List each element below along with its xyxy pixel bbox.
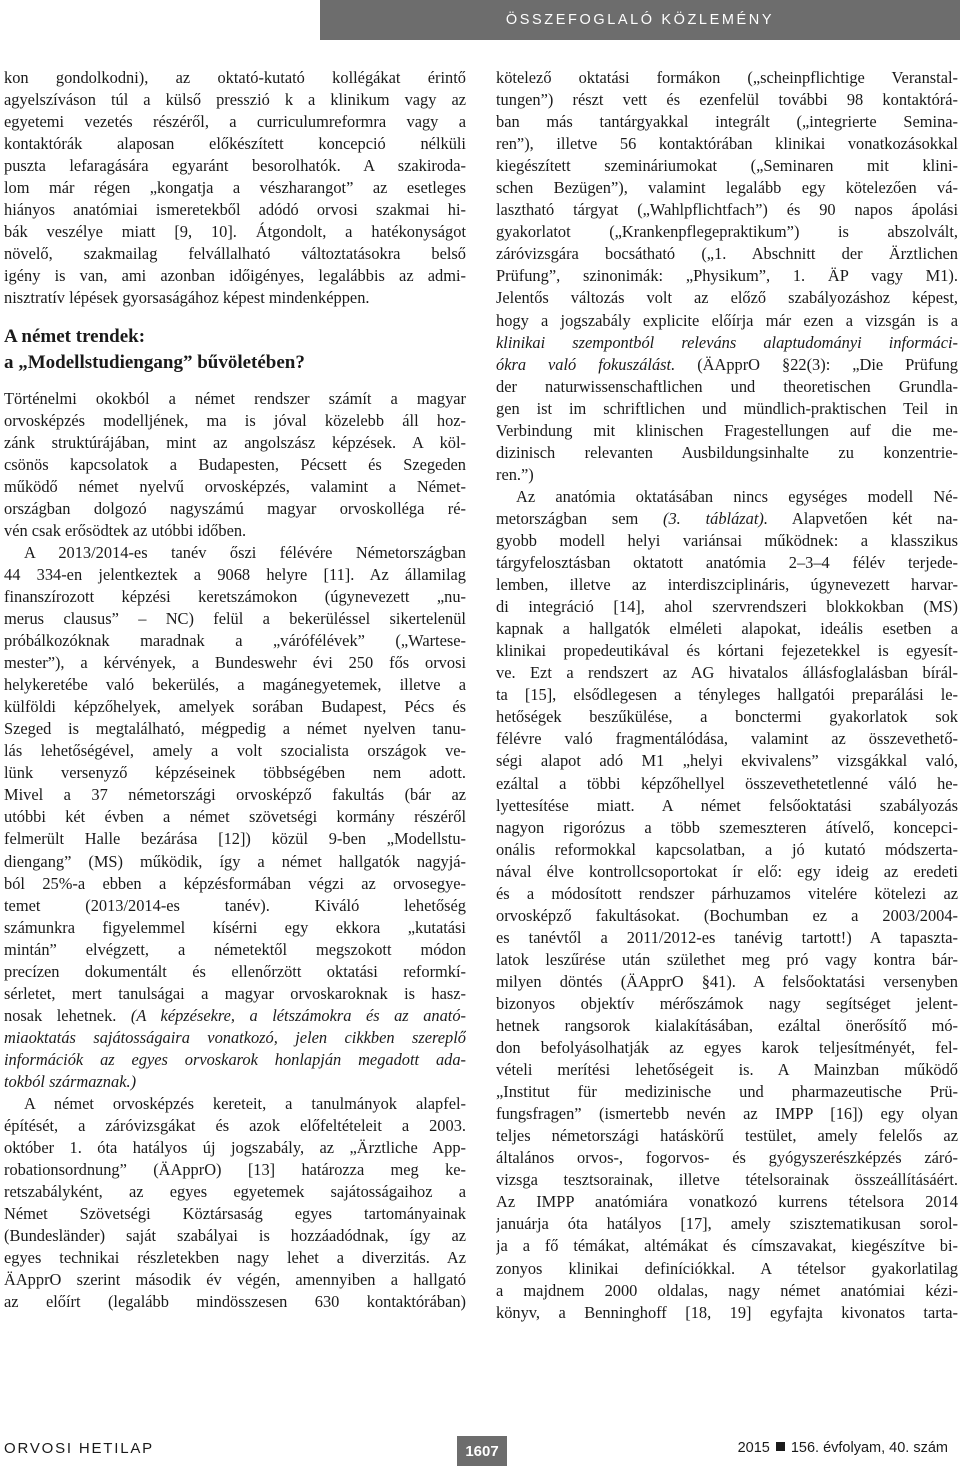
text-line: csönös kapcsolatok a Budapesten, Pécsett és Szegeden — [4, 454, 466, 474]
square-bullet-icon — [776, 1442, 785, 1451]
text-line: felmerült Halle bezárása [12]) közül 9-ben „Modellstu- — [4, 829, 466, 849]
text-line: egyetemi vezetés részéről, a curriculumreformra vagy a — [4, 112, 466, 132]
text-line: általános orvos-, fogorvos- és gyógyszerészképzés záró- — [496, 1148, 958, 1168]
journal-name: ORVOSI HETILAP — [4, 1440, 154, 1457]
text-line: gyakorlatot („Krankenpflegepraktikum”) is abszolvált, — [496, 222, 958, 242]
text-line: bák veszélye miatt [9, 10]. Átgondolt, a hatékonyságot — [4, 222, 466, 242]
text-line: (Bundesländer) saját szabályai is hozzáadódnak, így az — [4, 1226, 466, 1246]
text-segment: Alapvetően két na- — [767, 508, 958, 528]
italic-text: ókra való fokuszálást. — [496, 354, 676, 374]
text-line: ezáltal a többi képzőhellyel összevethetetlenné váló he- — [496, 773, 958, 793]
text-line: nával élve kontrollcsoportokat ír elő: egy ideig az eredeti — [496, 861, 958, 881]
text-line: lasztható tárgyat („Wahlpflichtfach”) és 90 napos ápolási — [496, 200, 958, 220]
text-line: „Institut für medizinische und pharmazeutische Prü- — [496, 1082, 958, 1102]
italic-text-line: klinikai szempontból releváns alaptudományi informáci- — [496, 332, 958, 352]
text-line: orvosképzés modelljének, ma is jóval közelebb áll hoz- — [4, 410, 466, 430]
right-column — [496, 67, 958, 1324]
text-line: mintán” elvégzett, a németektől megszokott módon — [4, 939, 466, 959]
text-line: tungen”) részt vett és ezenfelül további 98 kontaktórá- — [496, 90, 958, 110]
page-number: 1607 — [457, 1436, 507, 1466]
text-line: lünk versenyző képzéseinek többségében nem adott. — [4, 763, 466, 783]
text-line: külföldi képzőhelyek, amelyek sorában Budapest, Pécs és — [4, 697, 466, 717]
text-line: építését, a záróvizsgákat és azok előfeltételeit a 2003. — [4, 1116, 466, 1136]
text-line: lom már régen „kongatja a vészharangot” az esetleges — [4, 178, 466, 198]
text-line: don befolyásolhatják az egyes karok teljesítményét, fel- — [496, 1038, 958, 1058]
text-line: Mivel a 37 németországi orvosképző fakultás (bár az — [4, 785, 466, 805]
issue-volume: 156. évfolyam, 40. szám — [790, 1440, 948, 1456]
text-line: tárgyfelosztásban oktatott anatómia 2–3–4 félév terjede- — [496, 553, 958, 573]
text-line: onális reformokkal kapcsolatban, a jó kutató módszerta- — [496, 839, 958, 859]
text-line: a majdnem 2000 oldalas, nagy német anatómiai kézi- — [496, 1280, 958, 1300]
text-line: ségi alapot adó M1 „helyi ekvivalens” vizsgákkal való, — [496, 751, 958, 771]
text-line: nisztratív lépések gyorsaságához képest mindenképpen. — [4, 288, 370, 308]
text-line: hetőségek beszűkülése, a bonctermi gyakorlatok sok — [496, 707, 958, 727]
text-line: záróvizsgára bocsátható („1. Abschnitt der Ärztlichen — [496, 244, 958, 264]
text-line: vizsga tesztsorainak, illetve tételsorainak összeállításáért. — [496, 1170, 958, 1190]
text-line: Jelentős változás volt az előző szabályozáshoz képest, — [496, 288, 958, 308]
text-line: nagyon rigorózus a több szemeszteren átívelő, koncepci- — [496, 817, 958, 837]
issue-year: 2015 — [737, 1440, 770, 1456]
text-line: utóbbi két évben a német szövetségi kormány részéről — [4, 807, 466, 827]
spacer — [4, 376, 466, 388]
text-line: lyettesítése miatt. A német felsőoktatási szabályozás — [496, 795, 958, 815]
section-heading: A német trendek: — [4, 325, 146, 347]
text-line: kontaktórák alaposan előkészített koncepció nélküli — [4, 134, 466, 154]
text-line: Német Szövetségi Köztársaság egyes tartományainak — [4, 1204, 466, 1224]
text-line: működő német nyelvű orvosképzés, valamint a Német- — [4, 476, 466, 496]
italic-text-line: információk az egyes orvoskarok honlapján megadott ada- — [4, 1049, 466, 1069]
text-line — [496, 354, 958, 376]
text-line: kiegészített szemináriumokat („Seminaren mit klini- — [496, 156, 958, 176]
text-line: klinikai propedeutikával és kórtani fejezetekkel is egyesít- — [496, 641, 958, 661]
section-heading: a „Modellstudiengang” bűvöletében? — [4, 351, 305, 373]
text-line: retszabályként, az egyes egyetemek sajátosságaihoz a — [4, 1182, 466, 1202]
text-segment: nosak lehetnek. — [4, 1005, 131, 1025]
text-line: ren.”) — [496, 464, 534, 484]
text-line: zánk struktúrájában, mint az angolszász képzések. A köl- — [4, 432, 466, 452]
text-line: mester”), a kérvények, a Bundeswehr évi 250 fős orvosi — [4, 653, 466, 673]
text-line: lemben, illetve az interdiszciplináris, úgynevezett harvar- — [496, 575, 958, 595]
text-line: bizonyos objektív mérőszámok nagy segítséget jelent- — [496, 993, 958, 1013]
text-line: ja a fő témákat, altémákat és címszavakat, kiegészítve bi- — [496, 1236, 958, 1256]
text-line: egyes technikai részletekben nagy lehet a diverzitás. Az — [4, 1248, 466, 1268]
italic-text: (3. táblázat). — [663, 508, 768, 528]
text-line: es tanévtől a 2011/2012-es tanévig tartott!) A tapaszta- — [496, 927, 958, 947]
text-line: ve. Ezt a rendszert az AG hivatalos állásfoglalásban bírál- — [496, 663, 958, 683]
text-line — [4, 1005, 466, 1027]
text-line: gen ist im schriftlichen und mündlich-praktischen Teil in — [496, 398, 958, 418]
italic-text-line: miaoktatás sajátosságaira vonatkozó, jelen cikkben szereplő — [4, 1027, 466, 1047]
text-line: 44 334-en jelentkeztek a 9068 helyre [11]. Az államilag — [4, 564, 466, 584]
text-line: hiányos anatómiai ismeretekből adódó orvosi szakmai hi- — [4, 200, 466, 220]
text-segment: (ÄApprO §22(3): „Die Prüfung — [675, 354, 958, 374]
text-line: robationsordnung” (ÄApprO) [13] határozza meg ke- — [4, 1160, 466, 1180]
text-line: milyen döntés (ÄApprO §41). A felsőoktatási versenyben — [496, 971, 958, 991]
text-segment: metországban sem — [496, 508, 664, 528]
text-line: kötelező oktatási formákon („scheinpflichtige Veranstal- — [496, 68, 958, 87]
text-line: teljes németországi hatáskörű testület, amely felelős az — [496, 1126, 958, 1146]
text-line: Prüfung”, szinonimák: „Physikum”, 1. ÄP vagy M1). — [496, 266, 958, 286]
text-line: vételi merítési lehetőségeit is. A Mainzban működő — [496, 1060, 958, 1080]
text-line: helykeretébe való bekerülés, a magánegyetemek, illetve a — [4, 675, 466, 695]
text-line: félévre való fragmentálódása, valamint az összevethető- — [496, 729, 958, 749]
text-line: hetnek rangsorok kialakításában, ezáltal önerősítő mó- — [496, 1016, 958, 1036]
text-line: lás lehetőségével, amely a volt szocialista országok ve- — [4, 741, 466, 761]
issue-info — [738, 1440, 948, 1456]
text-line: hogy a jogszabály explicite előírja már ezen a vizsgán is a — [496, 310, 958, 330]
text-line: finanszírozott képzési keretszámokon (úgynevezett „nu- — [4, 586, 466, 606]
text-line: Az IMPP anatómiára vonatkozó kurrens tételsora 2014 — [496, 1192, 958, 1212]
text-line: fungsfragen” (ismertebb nevén az IMPP [16]) egy olyan — [496, 1104, 958, 1124]
text-line: orvosképző fakultásokat. (Bochumban ez a 2003/2004- — [496, 905, 958, 925]
text-line: dizinisch relevanten Ausbildungsinhalte zu konzentrie- — [496, 442, 958, 462]
text-line: di integráció [14], ahol szervrendszeri blokkokban (MS) — [496, 597, 958, 617]
text-line: ban más tantárgyakkal integrált („integrierte Semina- — [496, 112, 958, 132]
page-footer — [0, 1436, 960, 1466]
left-column — [4, 67, 466, 1313]
italic-text: (A képzésekre, a létszámokra és az anató- — [130, 1005, 466, 1025]
text-line: az előírt (legalább mindösszesen 630 kontaktórában) — [4, 1292, 466, 1312]
text-line: vén csak erősödtek az utóbbi időben. — [4, 520, 247, 540]
text-line: és a módosított rendszer párhuzamos vitelére kötelezi az — [496, 883, 958, 903]
text-line: ta [15], elsődlegesen a tényleges hallgatói preparálási le- — [496, 685, 958, 705]
text-line: Verbindung mit klinischen Fragestellungen auf die me- — [496, 420, 958, 440]
text-line: ÄApprO szerint második év végén, amennyiben a hallgató — [4, 1270, 466, 1290]
text-line: diengang” (MS) működik, így a német hallgatók nagyjá- — [4, 851, 466, 871]
text-line: A német orvosképzés kereteit, a tanulmányok alapfel- — [24, 1094, 466, 1114]
text-line — [496, 508, 958, 530]
spacer — [4, 310, 466, 324]
text-line: temet (2013/2014-es tanév). Kiváló lehetőség — [4, 895, 466, 915]
text-line: Szeged is megtalálható, mégpedig a német nyelven tanu- — [4, 719, 466, 739]
text-line: kapnak a hallgatók elméleti alapokat, ideális esetben a — [496, 619, 958, 639]
text-line: országban dolgozó nagyszámú magyar orvoskolléga ré- — [4, 498, 466, 518]
text-line: Az anatómia oktatásában nincs egységes modell Né- — [516, 486, 958, 506]
text-line: ból 25%-a ebben a képzésformában végzi az orvosegye- — [4, 873, 466, 893]
italic-text-line: tokból származnak.) — [4, 1071, 137, 1091]
text-line: puszta lefaragására egyaránt besorolhatók. A szakiroda- — [4, 156, 466, 176]
text-line: növelő, szakmailag felvállalható változtatásokra belső — [4, 244, 466, 264]
text-line: ren”), illetve 56 kontaktórában klinikai vonatkozásokkal — [496, 134, 958, 154]
text-line: próbálkozóknak maradnak a „várófélévek” („Wartese- — [4, 631, 466, 651]
text-line: kon gondolkodni), az oktató-kutató kollégákat érintő — [4, 68, 466, 87]
text-line: latok leszűrése után születhet meg pró vagy kontra bár- — [496, 949, 958, 969]
text-line: januárja óta hatályos [17], amely szisztematikusan sorol- — [496, 1214, 958, 1234]
section-header — [320, 0, 960, 40]
text-line: számunkra figyelemmel kísérni egy ekkora „kutatási — [4, 917, 466, 937]
text-line: merus clausus” – NC) felül a bekerüléssel sikertelenül — [4, 608, 466, 628]
text-line: október 1. óta hatályos új jogszabály, az „Ärztliche App- — [4, 1138, 466, 1158]
text-line: der naturwissenschaftlichen und theoretischen Grundla- — [496, 376, 958, 396]
text-line: zonyos klinikai definíciókkal. A tételsor gyakorlatilag — [496, 1258, 958, 1278]
text-line: könyv, a Benninghoff [18, 19] egyfajta kivonatos tarta- — [496, 1302, 958, 1322]
text-line: agyelszíváson túl a külső presszió k a klinikum vagy az — [4, 90, 466, 110]
text-line: schen Bezügen”), valamint legalább egy kötelezően vá- — [496, 178, 958, 198]
text-line: Történelmi okokból a német rendszer számít a magyar — [4, 388, 466, 408]
section-label: ÖSSZEFOGLALÓ KÖZLEMÉNY — [505, 12, 775, 28]
text-line: sérletet, mert tanulságai a magyar orvoskaroknak is hasz- — [4, 983, 466, 1003]
text-line: igény is van, ami azonban időigényes, legalábbis az admi- — [4, 266, 466, 286]
text-line: gyobb modell helyi variánsai működnek: a klasszikus — [496, 530, 958, 550]
text-line: precízen dokumentált és ellenőrzött oktatási reformkí- — [4, 961, 466, 981]
text-line: A 2013/2014-es tanév őszi félévére Németországban — [24, 542, 466, 562]
